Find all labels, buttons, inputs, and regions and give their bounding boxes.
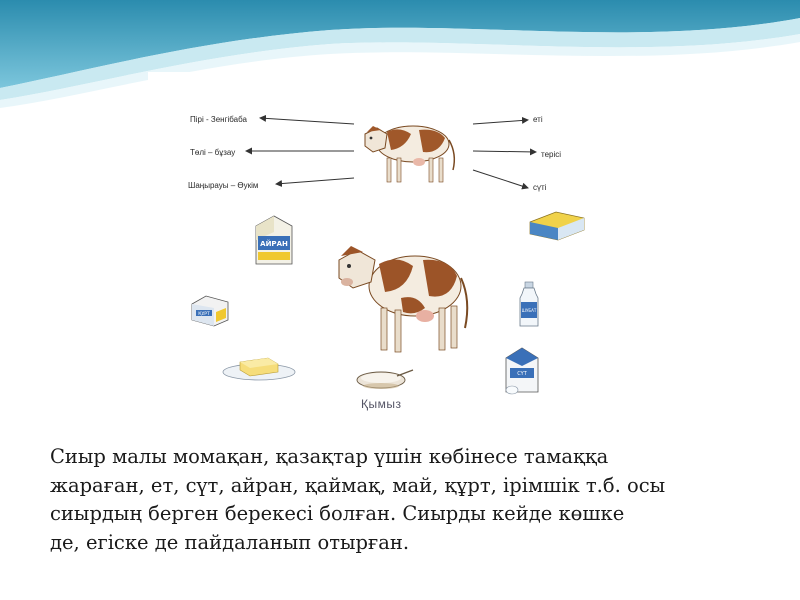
cow-illustration-large <box>331 230 473 358</box>
kymyz-bowl <box>353 366 415 392</box>
caption-text <box>50 443 770 557</box>
label-eti: еті <box>533 115 543 124</box>
cow-illustration-small <box>353 114 461 190</box>
caption-line-2: жараған, ет, сүт, айран, қаймақ, май, құрт, ірімшік т.б. осы <box>50 473 666 497</box>
cow-products-figure <box>148 72 638 427</box>
caption-line-1: Сиыр малы момақан, қазақтар үшін көбінесе тамаққа <box>50 445 609 468</box>
airan-label: АЙРАН <box>260 240 288 248</box>
butter-plate <box>220 352 298 382</box>
caption-line-4: де, егіске де пайдаланып отырған. <box>50 530 410 554</box>
label-shanyrauy: Шаңырауы – Өукім <box>188 181 259 190</box>
caption-line-3: сиырдың берген берекесі болған. Сиырды кейде көшке <box>50 502 625 525</box>
airan-carton <box>250 212 298 268</box>
arrow-left-bot <box>276 178 354 184</box>
arrow-left-top <box>260 118 354 124</box>
arrow-right-top <box>473 120 528 124</box>
milk-bottle <box>512 280 546 330</box>
bottle-label: ШУБАТ <box>521 308 537 313</box>
arrow-right-mid <box>473 151 536 152</box>
label-suti: сүті <box>533 183 547 192</box>
label-terisi: терісі <box>541 150 562 159</box>
arrow-right-bot <box>473 170 528 188</box>
kurt-label: ҚҰРТ <box>198 312 210 317</box>
kurt-box <box>188 294 232 328</box>
label-pir: Пірі - Зенгібаба <box>190 115 247 124</box>
kymyz-label: Қымыз <box>361 397 402 411</box>
sut-label: СҮТ <box>517 371 527 377</box>
cheese-pack <box>526 208 588 244</box>
label-toli: Төлі – бұзау <box>190 148 236 157</box>
milk-carton <box>500 344 544 400</box>
